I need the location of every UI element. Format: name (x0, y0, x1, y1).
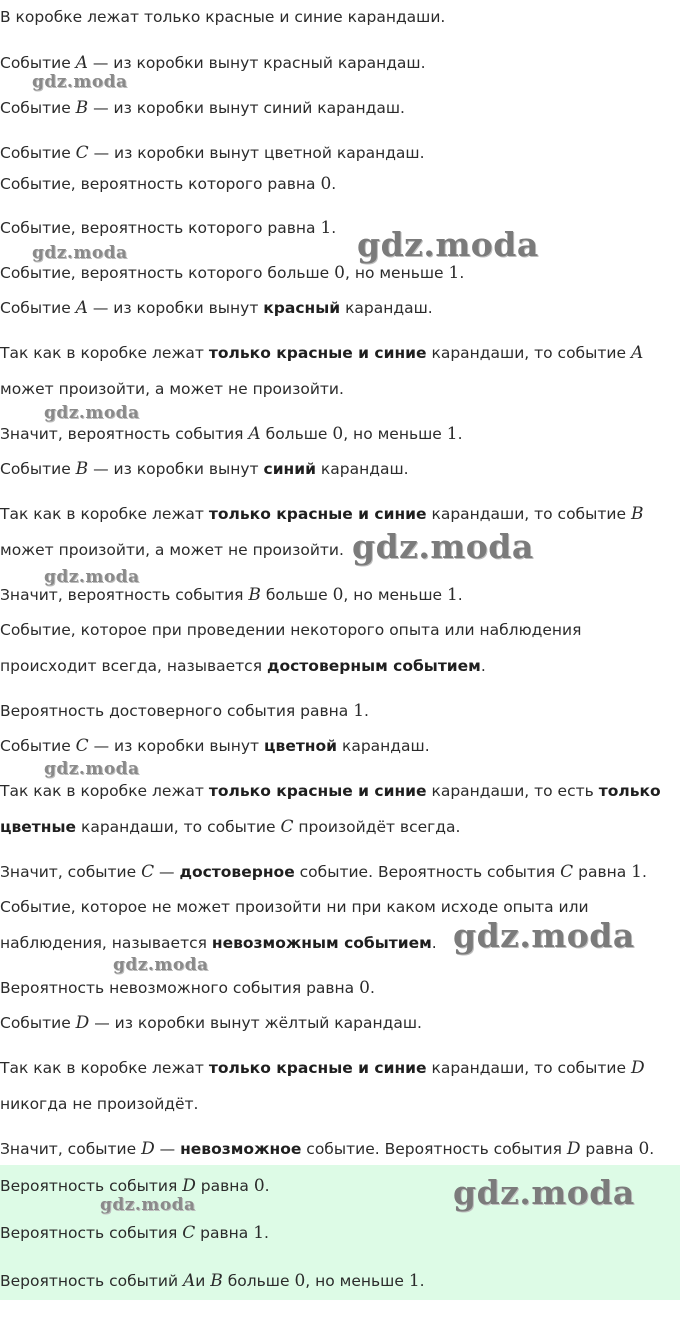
text-segment: Вероятность события (0, 1224, 183, 1242)
bold-term: только красные и синие (208, 782, 427, 800)
text-line (0, 1270, 425, 1292)
watermark-logo: gdz.moda (453, 916, 635, 955)
text-segment: Значит, вероятность события (0, 586, 249, 604)
math-variable: B (75, 459, 89, 479)
math-number: 1 (408, 1271, 420, 1291)
text-line (0, 1222, 269, 1244)
text-line (0, 1012, 422, 1034)
text-segment: может произойти, а может не произойти. (0, 380, 344, 398)
math-variable: C (560, 862, 574, 882)
text-segment: — из коробки вынут (87, 299, 264, 317)
text-line (0, 97, 405, 119)
text-segment: Событие (0, 99, 76, 117)
text-segment: карандаши, то событие (76, 818, 281, 836)
text-segment: Событие, вероятность которого больше (0, 264, 335, 282)
text-segment: Событие (0, 460, 76, 478)
text-segment: карандаш. (337, 737, 430, 755)
watermark-logo: gdz.moda (44, 759, 140, 779)
text-segment: Так как в коробке лежат (0, 344, 209, 362)
math-variable: C (280, 817, 294, 837)
math-number: 0 (332, 585, 344, 605)
text-segment: наблюдения, называется (0, 934, 212, 952)
bold-term: невозможным событием (211, 934, 432, 952)
math-number: 0 (334, 263, 345, 283)
text-line (0, 780, 661, 802)
math-number: 1 (446, 424, 458, 444)
text-line (0, 584, 463, 606)
watermark-logo: gdz.moda (44, 403, 140, 423)
math-number: 1 (320, 218, 332, 238)
math-number: 0 (359, 978, 370, 998)
math-variable: A (182, 1271, 196, 1291)
math-number: 1 (448, 263, 460, 283)
watermark-logo: gdz.moda (44, 567, 140, 587)
math-number: 0 (638, 1139, 650, 1159)
math-number: 0 (332, 424, 344, 444)
text-segment: больше (260, 586, 333, 604)
text-segment: , но меньше (305, 1272, 409, 1290)
text-segment: может произойти, а может не произойти. (0, 541, 344, 559)
text-segment: . (264, 1224, 269, 1242)
text-segment: — (154, 863, 180, 881)
math-number: 1 (631, 862, 642, 882)
text-segment: В коробке лежат только красные и синие карандаши. (0, 8, 446, 26)
math-variable: A (248, 424, 261, 444)
text-segment: Значит, вероятность события (0, 425, 249, 443)
text-segment: — из коробки вынут (88, 460, 264, 478)
text-segment: Событие (0, 737, 76, 755)
text-segment: Событие (0, 1014, 76, 1032)
text-segment: . (480, 657, 486, 675)
text-line (0, 173, 336, 195)
text-line (0, 52, 426, 74)
text-segment: Так как в коробке лежат (0, 1059, 209, 1077)
math-variable: D (182, 1176, 196, 1196)
text-segment: Событие, которое не может произойти ни при каком исходе опыта или (0, 898, 589, 916)
text-segment: произойдёт всегда. (293, 818, 461, 836)
bold-term: цветные (0, 818, 77, 836)
text-segment: — из коробки вынут (88, 737, 265, 755)
watermark-logo: gdz.moda (100, 1195, 196, 1215)
text-segment: Событие (0, 299, 76, 317)
math-number: 1 (353, 701, 365, 721)
watermark-logo: gdz.moda (357, 225, 539, 264)
bold-term: только красные и синие (208, 505, 427, 523)
text-line (0, 896, 589, 918)
text-line (0, 262, 464, 284)
text-segment: равна (195, 1224, 254, 1242)
text-line (0, 423, 463, 445)
math-variable: A (630, 343, 644, 363)
text-segment: — из коробки вынут жёлтый карандаш. (89, 1014, 422, 1032)
bold-term: только красные и синие (208, 344, 427, 362)
math-variable: B (75, 98, 89, 118)
text-line (0, 217, 336, 239)
text-segment: Событие, вероятность которого равна (0, 219, 321, 237)
math-variable: D (630, 1058, 645, 1078)
bold-term: только (598, 782, 661, 800)
text-segment: карандаш. (315, 460, 409, 478)
watermark-logo: gdz.moda (453, 1173, 635, 1212)
text-segment: — из коробки вынут синий карандаш. (88, 99, 405, 117)
math-variable: B (210, 1271, 223, 1291)
text-segment: . (459, 264, 465, 282)
math-number: 1 (253, 1223, 265, 1243)
math-variable: C (75, 736, 89, 756)
text-segment: . (457, 586, 463, 604)
text-segment: карандаши, то событие (426, 344, 631, 362)
text-segment: больше (260, 425, 333, 443)
bold-term: красный (263, 299, 341, 317)
text-segment: Событие (0, 54, 76, 72)
watermark-logo: gdz.moda (113, 955, 209, 975)
math-variable: B (630, 504, 644, 524)
text-segment: . (369, 979, 375, 997)
text-line (0, 977, 375, 999)
math-variable: C (182, 1223, 196, 1243)
text-segment: Так как в коробке лежат (0, 505, 209, 523)
math-variable: A (75, 298, 88, 318)
math-variable: B (248, 585, 261, 605)
math-variable: C (141, 862, 155, 882)
bold-term: цветной (264, 737, 338, 755)
text-segment: карандаши, то есть (426, 782, 599, 800)
text-segment: карандаши, то событие (426, 505, 631, 523)
text-segment: — из коробки вынут красный карандаш. (87, 54, 426, 72)
math-variable: C (75, 143, 89, 163)
text-line (0, 297, 433, 319)
text-segment: и (195, 1272, 211, 1290)
text-segment: Событие (0, 144, 76, 162)
text-line (0, 1138, 654, 1160)
math-variable: D (75, 1013, 90, 1033)
math-variable: A (75, 53, 88, 73)
watermark-logo: gdz.moda (32, 243, 128, 263)
bold-term: достоверным событием (266, 657, 481, 675)
watermark-logo: gdz.moda (32, 72, 128, 92)
text-segment: равна (580, 1140, 639, 1158)
text-line (0, 1175, 270, 1197)
text-line (0, 932, 437, 954)
text-segment: Так как в коробке лежат (0, 782, 209, 800)
text-segment: Значит, событие (0, 863, 142, 881)
math-number: 0 (320, 174, 332, 194)
text-line (0, 539, 344, 561)
text-segment: — (154, 1140, 181, 1158)
watermark-logo: gdz.moda (352, 527, 534, 566)
math-number: 1 (446, 585, 458, 605)
text-segment: Вероятность достоверного события равна (0, 702, 354, 720)
text-segment: Вероятность события (0, 1177, 183, 1195)
text-line (0, 816, 460, 838)
text-line (0, 735, 430, 757)
text-line (0, 6, 445, 28)
text-segment: равна (573, 863, 632, 881)
text-segment: . (641, 863, 647, 881)
text-line (0, 861, 647, 883)
text-segment: Событие, которое при проведении некоторого опыта или наблюдения (0, 621, 582, 639)
text-segment: . (649, 1140, 655, 1158)
text-line (0, 700, 369, 722)
text-segment: Вероятность невозможного события равна (0, 979, 360, 997)
text-segment: карандаши, то событие (426, 1059, 631, 1077)
text-segment: больше (222, 1272, 295, 1290)
bold-term: синий (263, 460, 316, 478)
math-number: 0 (253, 1176, 265, 1196)
text-line (0, 142, 425, 164)
text-line (0, 342, 643, 364)
bold-term: достоверное (179, 863, 295, 881)
text-segment: никогда не произойдёт. (0, 1095, 199, 1113)
text-segment: — из коробки вынут цветной карандаш. (88, 144, 425, 162)
math-number: 0 (294, 1271, 306, 1291)
text-segment: . (419, 1272, 425, 1290)
text-line (0, 378, 344, 400)
text-line (0, 619, 581, 641)
text-segment: Событие, вероятность которого равна (0, 175, 321, 193)
text-segment: Значит, событие (0, 1140, 142, 1158)
text-line (0, 458, 409, 480)
text-segment: . (431, 934, 437, 952)
text-segment: . (331, 175, 337, 193)
text-line (0, 503, 643, 525)
text-line (0, 1093, 198, 1115)
text-segment: . (364, 702, 369, 720)
text-segment: . (331, 219, 337, 237)
bold-term: невозможное (180, 1140, 302, 1158)
text-segment: событие. Вероятность события (294, 863, 561, 881)
text-line (0, 655, 486, 677)
text-segment: Вероятность событий (0, 1272, 183, 1290)
text-segment: , но меньше (344, 264, 449, 282)
text-line (0, 1057, 645, 1079)
bold-term: только красные и синие (208, 1059, 427, 1077)
text-segment: карандаш. (340, 299, 433, 317)
text-segment: равна (195, 1177, 254, 1195)
text-segment: событие. Вероятность события (301, 1140, 567, 1158)
text-segment: , но меньше (343, 586, 447, 604)
text-segment: , но меньше (343, 425, 447, 443)
text-segment: происходит всегда, называется (0, 657, 267, 675)
text-segment: . (264, 1177, 270, 1195)
math-variable: D (141, 1139, 155, 1159)
text-segment: . (457, 425, 463, 443)
math-variable: D (566, 1139, 581, 1159)
